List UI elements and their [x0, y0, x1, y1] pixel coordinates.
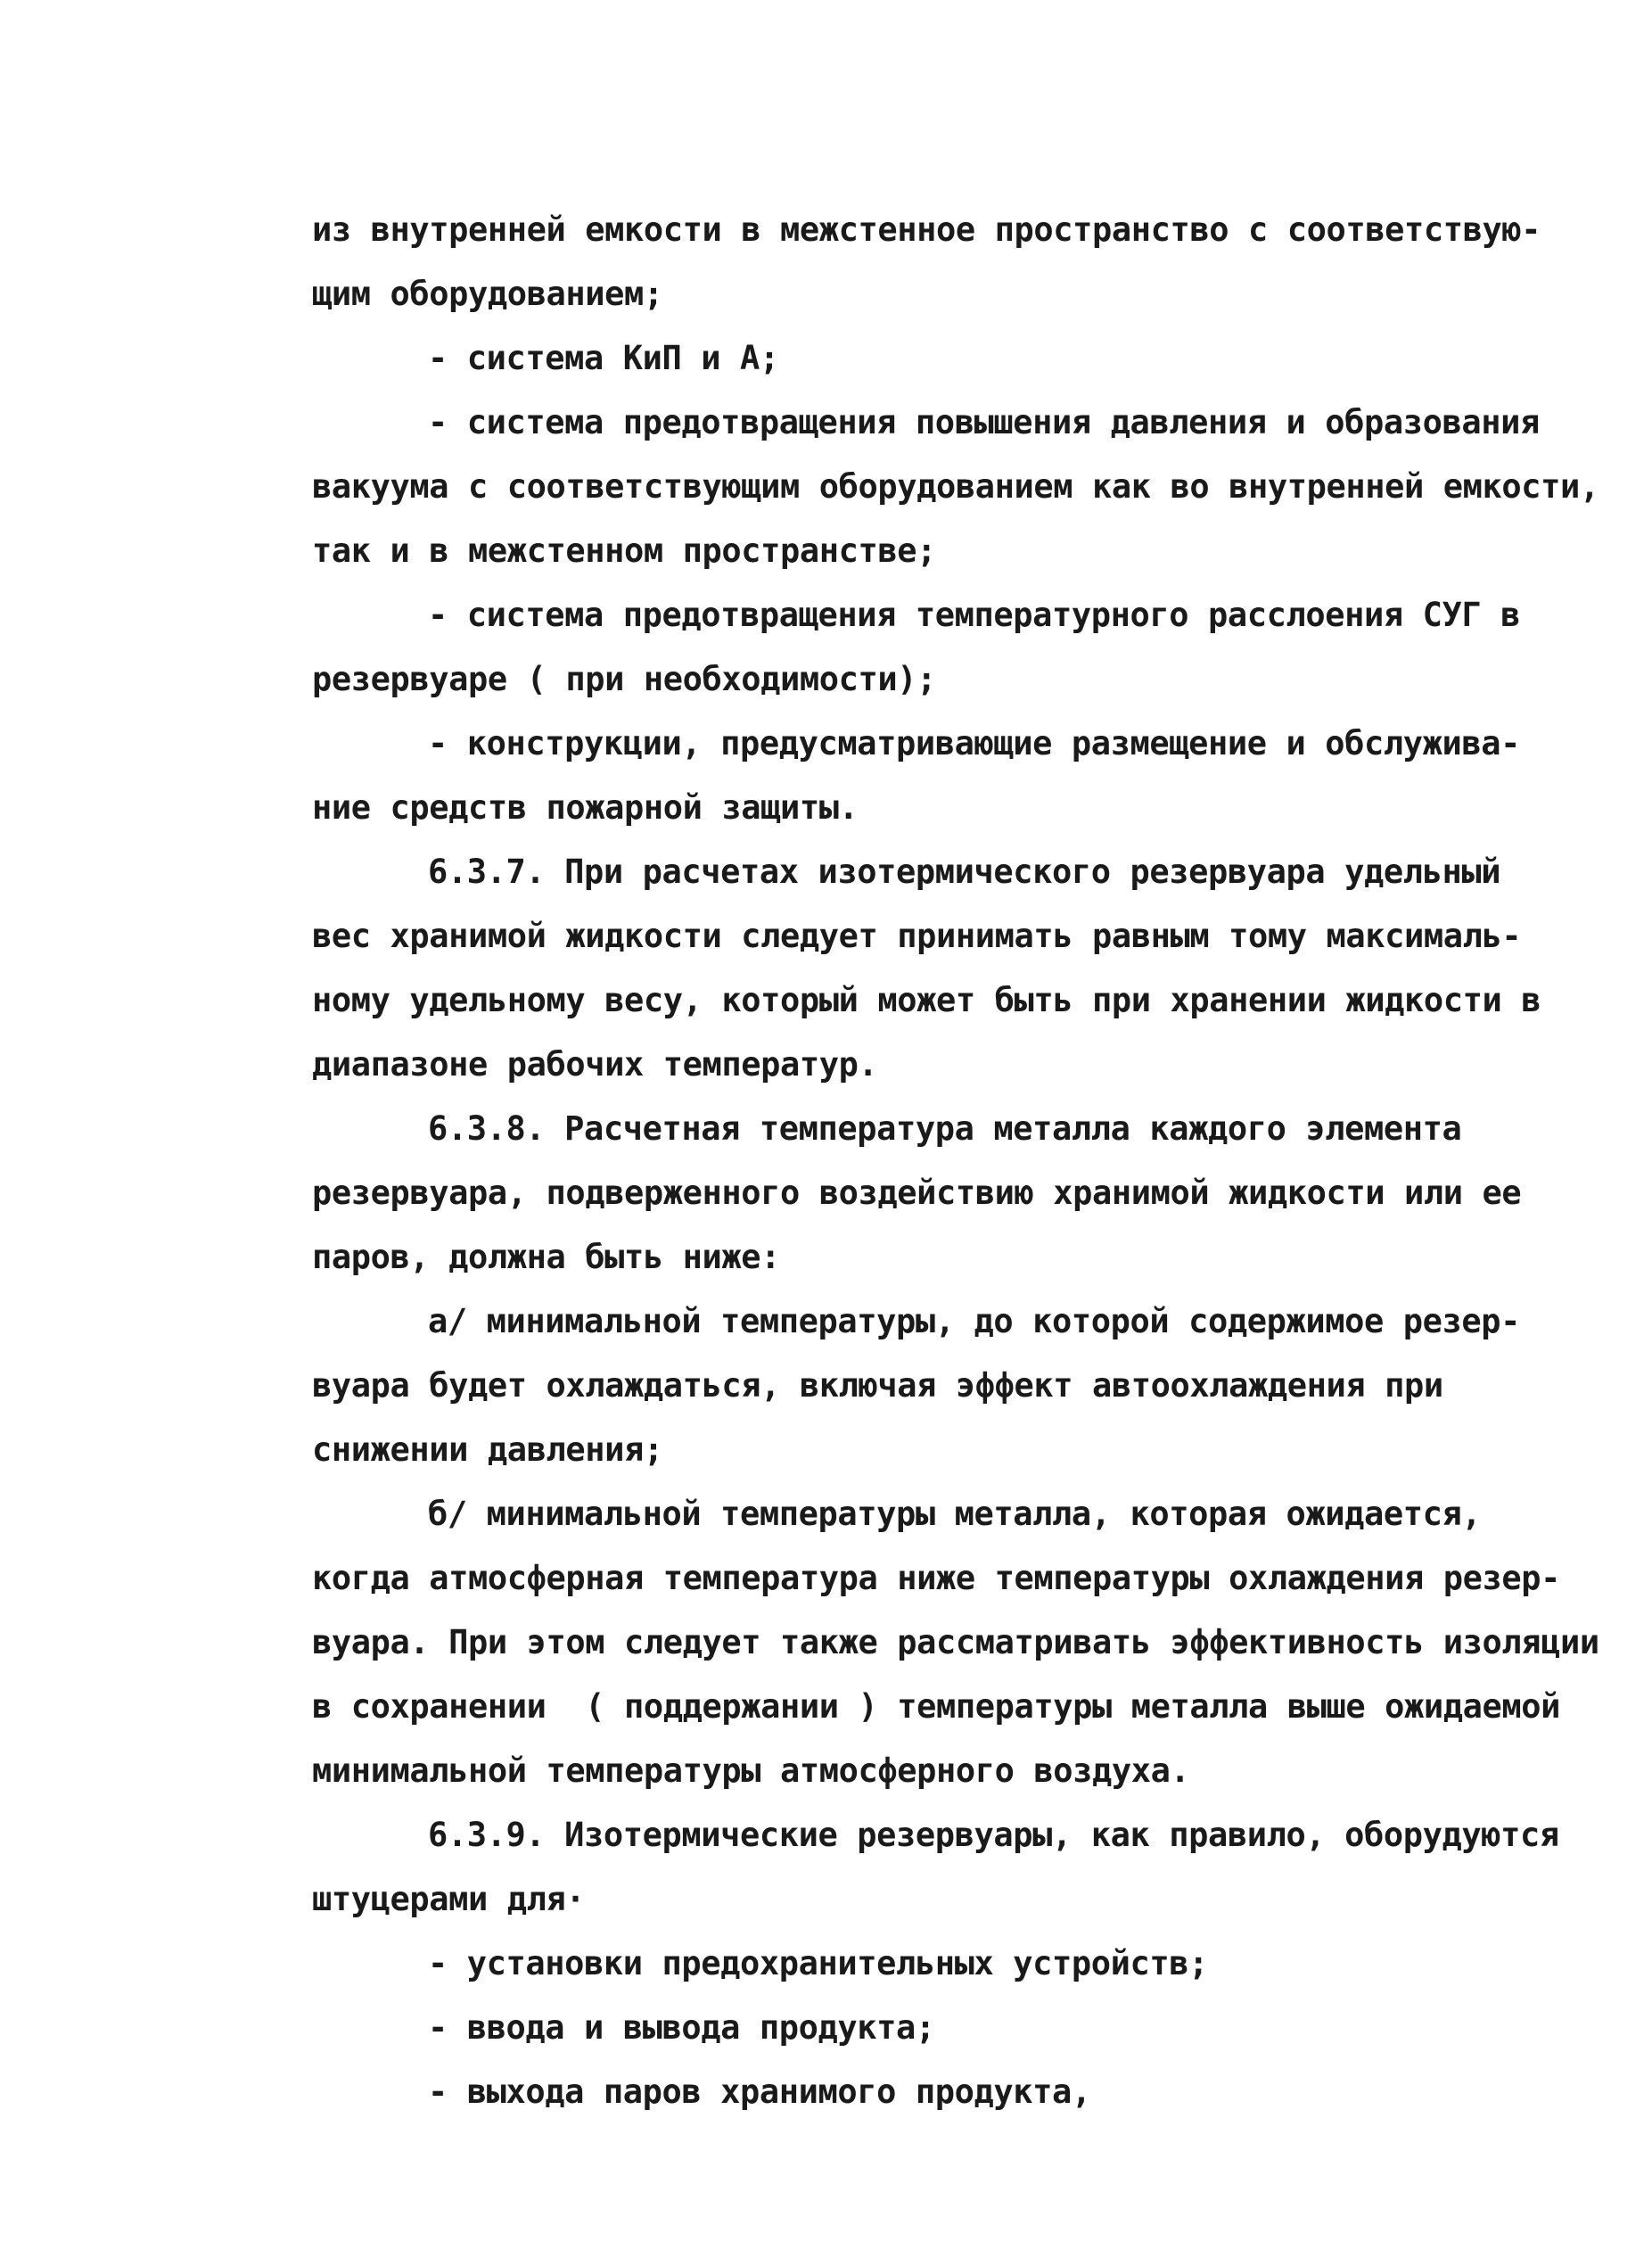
clause-6-3-8: 6.3.8. Расчетная температура металла каждого элемента: [428, 1109, 1462, 1148]
clause-6-3-9: 6.3.9. Изотермические резервуары, как правило, оборудуются: [428, 1816, 1559, 1854]
clause-6-3-7: 6.3.7. При расчетах изотермического резервуара удельный: [428, 853, 1501, 891]
text-line: в сохранении ( поддержании ) температуры металла выше ожидаемой: [312, 1687, 1561, 1726]
list-item: - установки предохранительных устройств;: [428, 1944, 1209, 1982]
text-line: ному удельному весу, который может быть при хранении жидкости в: [312, 981, 1541, 1019]
list-item-b: б/ минимальной температуры металла, которая ожидается,: [428, 1495, 1482, 1533]
text-line: вес хранимой жидкости следует принимать равным тому максималь-: [312, 917, 1522, 955]
text-line: вуара. При этом следует также рассматривать эффективность изоляции: [312, 1623, 1599, 1661]
list-item: - конструкции, предусматривающие размещение и обслужива-: [428, 724, 1521, 762]
text-line: так и в межстенном пространстве;: [312, 532, 937, 570]
typed-text-block: [312, 198, 1599, 2124]
text-line: штуцерами для·: [312, 1880, 586, 1918]
text-line: минимальной температуры атмосферного воздуха.: [312, 1751, 1190, 1790]
text-line: когда атмосферная температура ниже температуры охлаждения резер-: [312, 1559, 1561, 1597]
text-line: резервуаре ( при необходимости);: [312, 660, 937, 698]
list-item: - выхода паров хранимого продукта,: [428, 2073, 1091, 2111]
text-line: вакуума с соответствующим оборудованием как во внутренней емкости,: [312, 467, 1599, 506]
text-line: вуара будет охлаждаться, включая эффект автоохлаждения при: [312, 1366, 1443, 1405]
text-line: диапазоне рабочих температур.: [312, 1045, 878, 1084]
text-line: щим оборудованием;: [312, 275, 663, 313]
list-item: - система КиП и А;: [428, 339, 779, 377]
list-item-a: а/ минимальной температуры, до которой содержимое резер-: [428, 1302, 1521, 1340]
text-line: резервуара, подверженного воздействию хранимой жидкости или ее: [312, 1174, 1522, 1212]
text-line: паров, должна быть ниже:: [312, 1238, 781, 1276]
text-line: снижении давления;: [312, 1430, 663, 1469]
list-item: - ввода и вывода продукта;: [428, 2008, 935, 2047]
list-item: - система предотвращения повышения давления и образования: [428, 403, 1540, 441]
text-line: из внутренней емкости в межстенное пространство с соответствую-: [312, 210, 1541, 249]
list-item: - система предотвращения температурного расслоения СУГ в: [428, 596, 1521, 634]
text-line: ние средств пожарной защиты.: [312, 788, 859, 827]
